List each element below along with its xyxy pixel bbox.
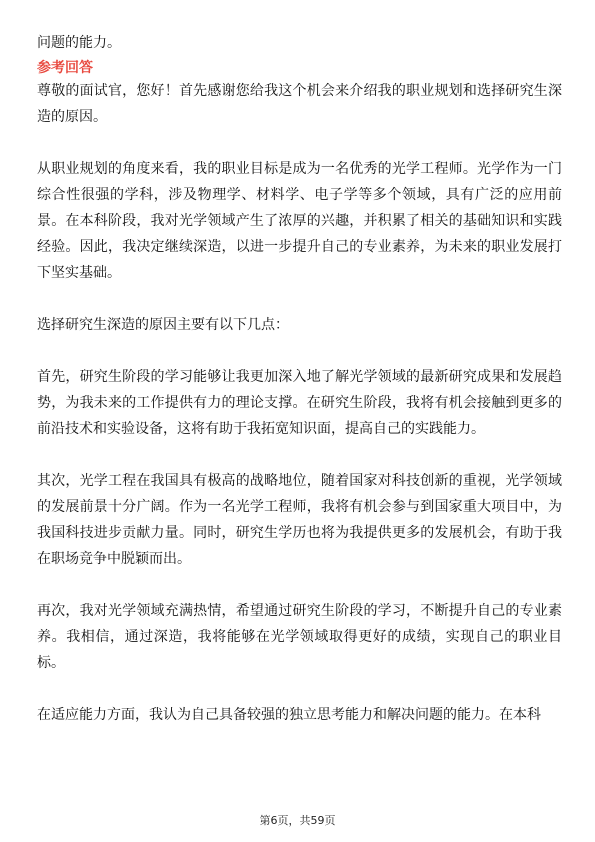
paragraph-adaptability: 在适应能力方面，我认为自己具备较强的独立思考能力和解决问题的能力。在本科 xyxy=(37,707,541,723)
paragraph-reason-first: 首先，研究生阶段的学习能够让我更加深入地了解光学领域的最新研究成果和发展趋势，为我未来的工作提供有力的理论支撑。在研究生阶段，我将有机会接触到更多的前沿技术和实验设备，这将有助于我拓宽知识面，提高自己的实践能力。 xyxy=(37,369,562,437)
section-heading: 参考回答 xyxy=(37,60,93,76)
paragraph-reason-third: 再次，我对光学领域充满热情，希望通过研究生阶段的学习，不断提升自己的专业素养。我相信，通过深造，我将能够在光学领域取得更好的成绩，实现自己的职业目标。 xyxy=(37,603,562,671)
page-content xyxy=(37,30,562,728)
page-number: 第6页，共59页 xyxy=(259,814,336,827)
paragraph-career-plan: 从职业规划的角度来看，我的职业目标是成为一名优秀的光学工程师。光学作为一门综合性很强的学科，涉及物理学、材料学、电子学等多个领域，具有广泛的应用前景。在本科阶段，我对光学领域产生了浓厚的兴趣，并积累了相关的基础知识和实践经验。因此，我决定继续深造，以进一步提升自己的专业素养，为未来的职业发展打下坚实基础。 xyxy=(37,161,562,281)
lead-line: 问题的能力。 xyxy=(37,35,121,51)
paragraph-reason-second: 其次，光学工程在我国具有极高的战略地位，随着国家对科技创新的重视，光学领域的发展前景十分广阔。作为一名光学工程师，我将有机会参与到国家重大项目中，为我国科技进步贡献力量。同时，研究生学历也将为我提供更多的发展机会，有助于我在职场竞争中脱颖而出。 xyxy=(37,473,562,567)
paragraph-greeting: 尊敬的面试官，您好！首先感谢您给我这个机会来介绍我的职业规划和选择研究生深造的原因。 xyxy=(37,83,562,125)
paragraph-reasons-intro: 选择研究生深造的原因主要有以下几点： xyxy=(37,317,289,333)
